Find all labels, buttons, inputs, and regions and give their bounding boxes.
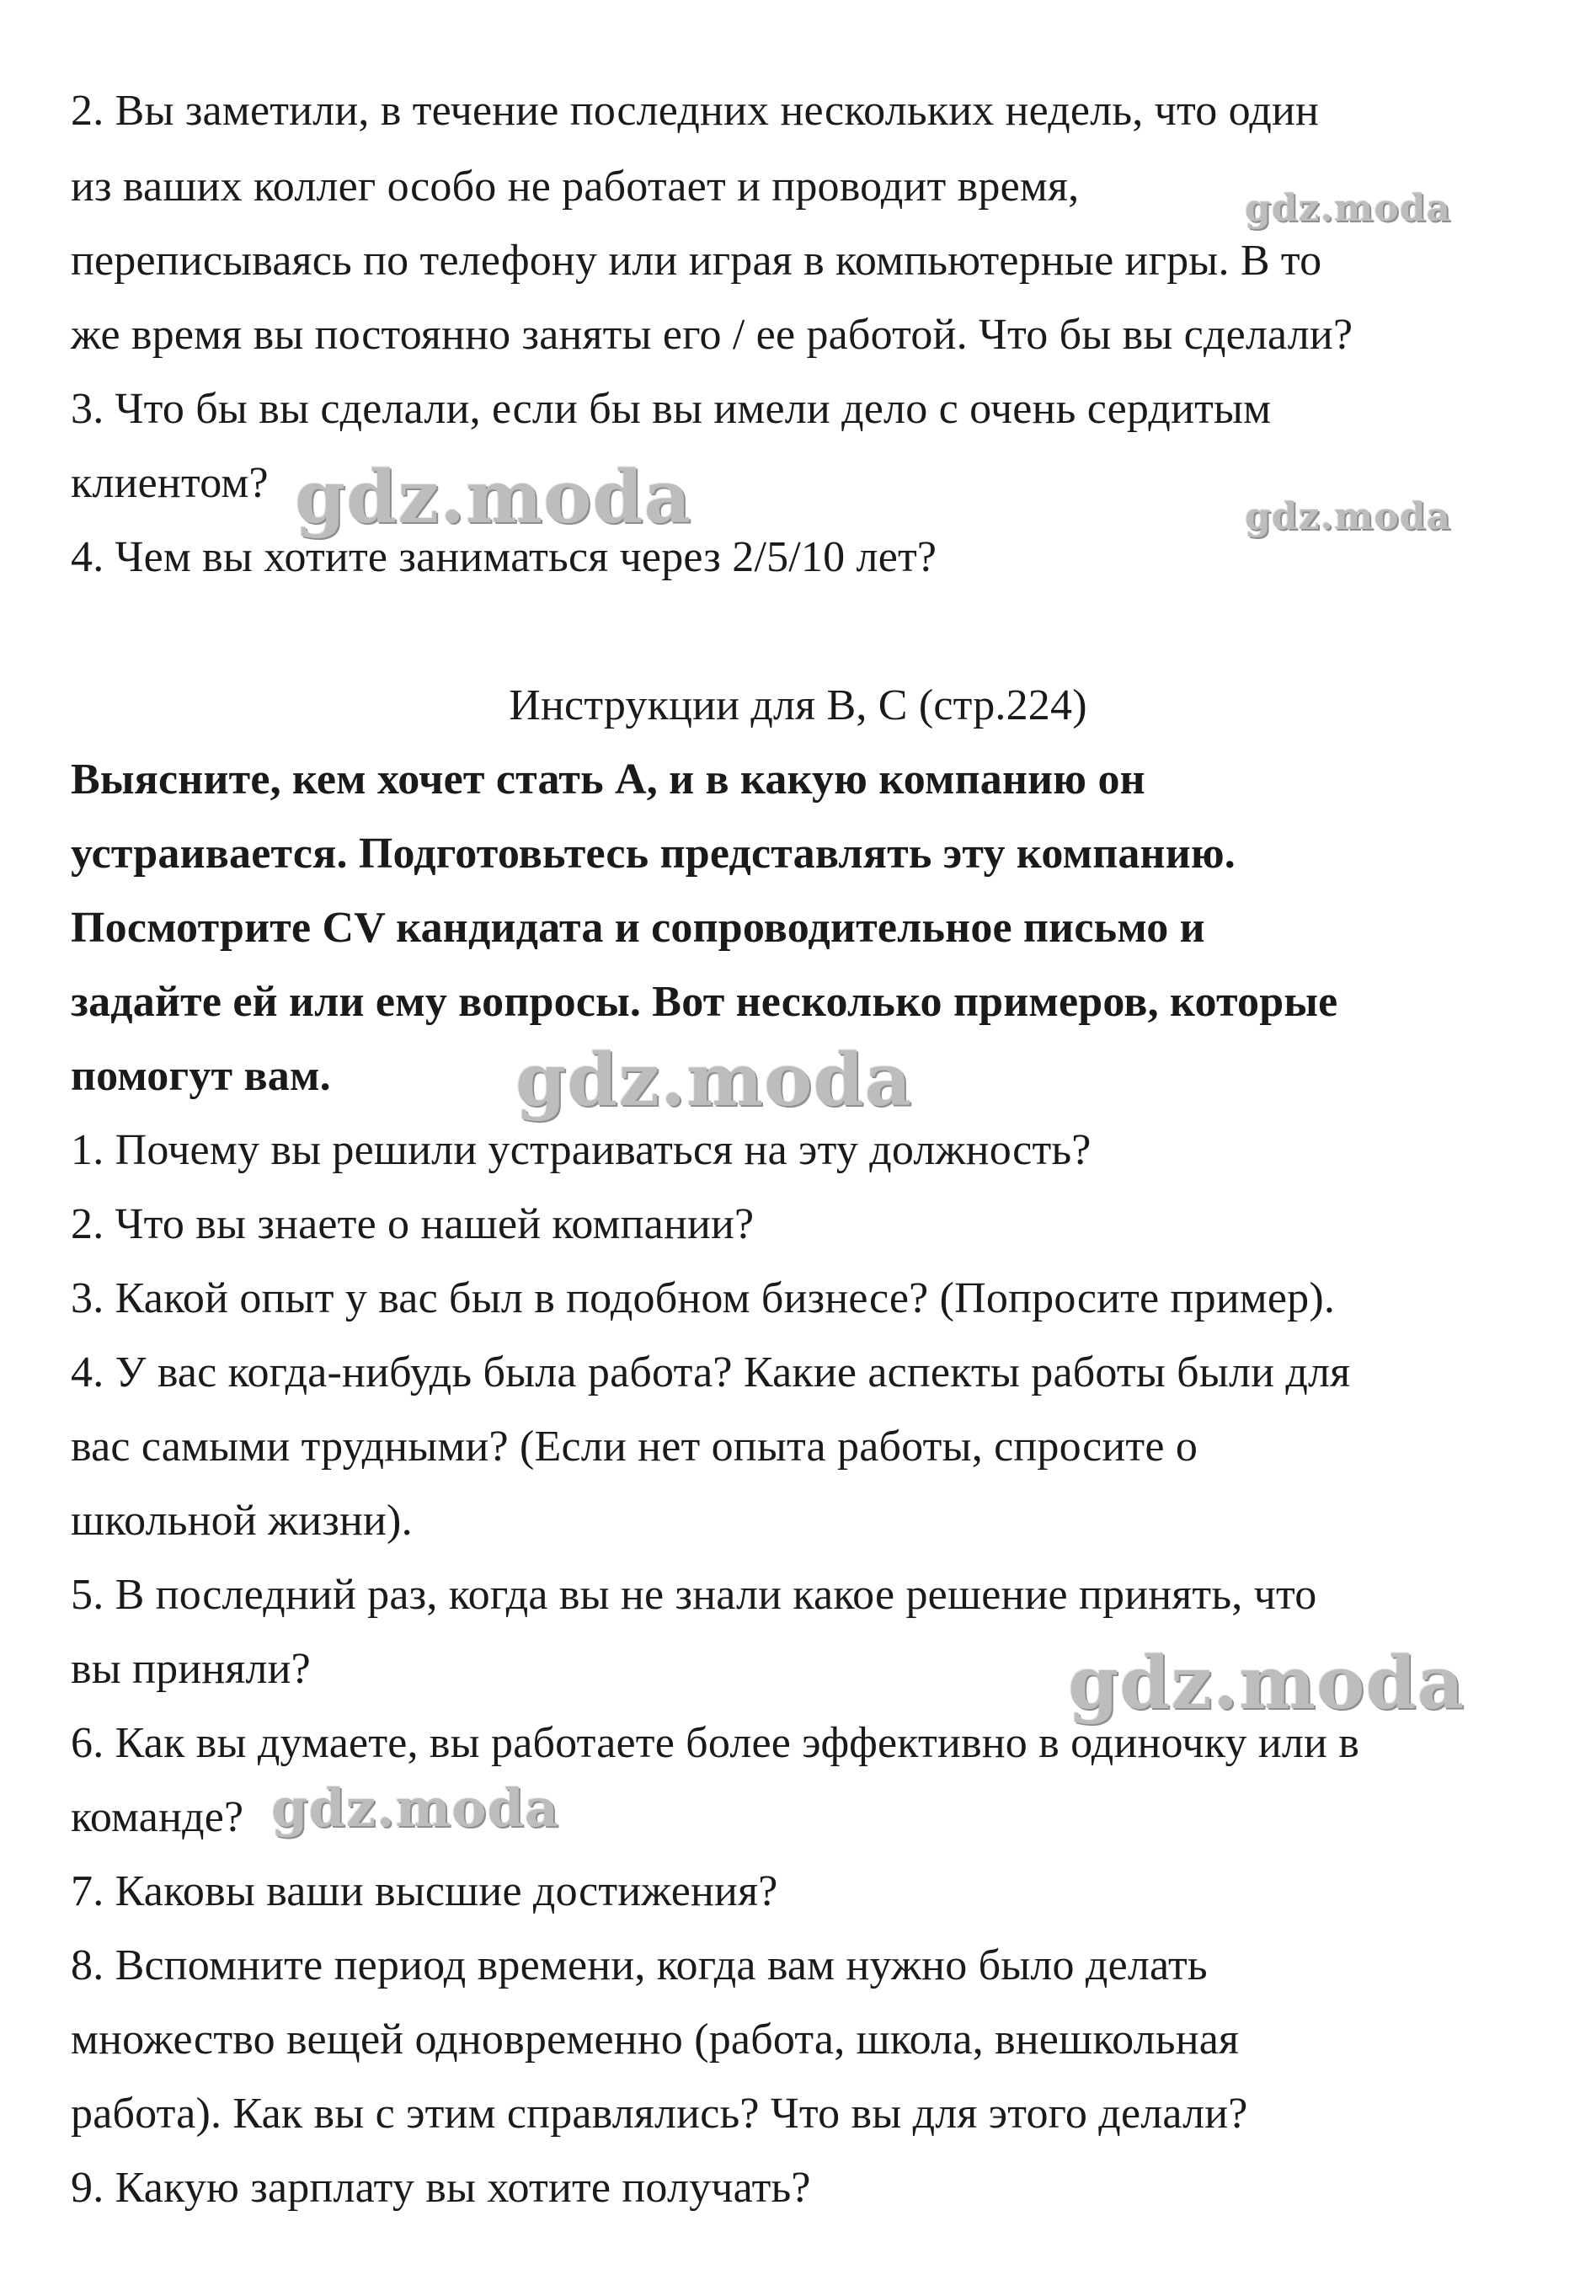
- question-line: вас самыми трудными? (Если нет опыта работы, спросите о: [71, 1423, 1198, 1471]
- question-line: 2. Что вы знаете о нашей компании?: [71, 1200, 755, 1248]
- text-line: 3. Что бы вы сделали, если бы вы имели дело с очень сердитым: [71, 385, 1272, 433]
- text-line: 4. Чем вы хотите заниматься через 2/5/10 лет?: [71, 533, 937, 581]
- text-line: клиентом?: [71, 459, 269, 507]
- question-line: школьной жизни).: [71, 1497, 413, 1545]
- text-line: переписываясь по телефону или играя в компьютерные игры. В то: [71, 237, 1322, 285]
- section-heading: Инструкции для B, C (стр.224): [509, 681, 1087, 729]
- watermark-logo: gdz.moda: [1068, 1641, 1465, 1726]
- question-line: 6. Как вы думаете, вы работаете более эффективно в одиночку или в: [71, 1719, 1360, 1767]
- question-line: работа). Как вы с этим справлялись? Что вы для этого делали?: [71, 2090, 1248, 2138]
- question-line: 8. Вспомните период времени, когда вам нужно было делать: [71, 1941, 1208, 1989]
- question-line: вы приняли?: [71, 1645, 311, 1693]
- watermark-logo: gdz.moda: [515, 1038, 913, 1123]
- watermark-logo: gdz.moda: [271, 1777, 559, 1839]
- text-line: из ваших коллег особо не работает и проводит время,: [71, 163, 1080, 211]
- instruction-line: Посмотрите CV кандидата и сопроводительное письмо и: [71, 904, 1205, 952]
- question-line: 4. У вас когда-нибудь была работа? Какие аспекты работы были для: [71, 1348, 1351, 1396]
- instruction-line: Выясните, кем хочет стать А, и в какую компанию он: [71, 756, 1145, 804]
- watermark-logo: gdz.moda: [1245, 495, 1452, 538]
- instruction-line: устраивается. Подготовьтесь представлять эту компанию.: [71, 830, 1236, 878]
- question-line: множество вещей одновременно (работа, школа, внешкольная: [71, 2016, 1240, 2064]
- text-line: же время вы постоянно заняты его / ее работой. Что бы вы сделали?: [71, 311, 1353, 359]
- question-line: 3. Какой опыт у вас был в подобном бизнесе? (Попросите пример).: [71, 1274, 1336, 1322]
- watermark-logo: gdz.moda: [1245, 187, 1452, 230]
- instruction-line: задайте ей или ему вопросы. Вот несколько примеров, которые: [71, 978, 1338, 1026]
- question-line: 5. В последний раз, когда вы не знали какое решение принять, что: [71, 1571, 1317, 1619]
- instruction-line: помогут вам.: [71, 1052, 331, 1100]
- question-line: 7. Каковы ваши высшие достижения?: [71, 1867, 778, 1915]
- text-line: 2. Вы заметили, в течение последних нескольких недель, что один: [71, 87, 1320, 135]
- question-line: 9. Какую зарплату вы хотите получать?: [71, 2164, 811, 2212]
- question-line: 1. Почему вы решили устраиваться на эту должность?: [71, 1126, 1092, 1174]
- question-line: команде?: [71, 1793, 244, 1841]
- watermark-logo: gdz.moda: [295, 455, 692, 540]
